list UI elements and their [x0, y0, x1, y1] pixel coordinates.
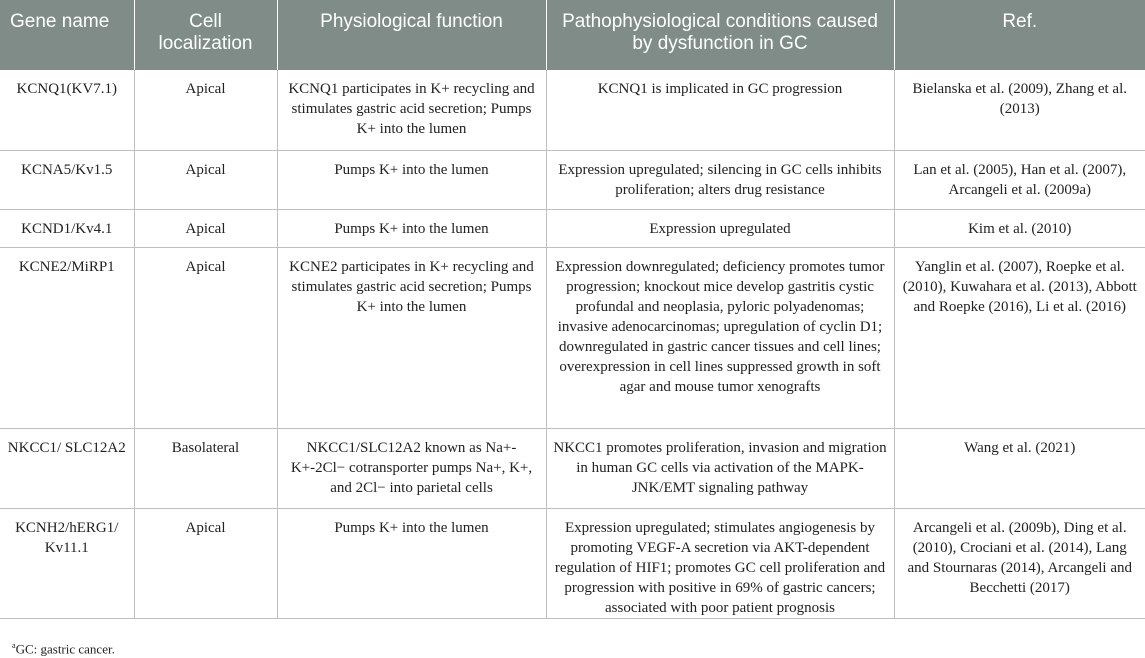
cell-physiological-function: KCNQ1 participates in K+ recycling and stimulates gastric acid secretion; Pumps K+ into the lumen [277, 70, 546, 150]
cell-localization: Apical [134, 150, 277, 209]
footnote-text: GC: gastric cancer. [15, 641, 115, 657]
cell-pathophysiological-conditions: Expression downregulated; deficiency promotes tumor progression; knockout mice develop gastritis cystic profundal and neoplasia, pyloric polyadenomas; invasive adenocarcinomas; upregulation of cyclin D1; downregulated in gastric cancer tissues and cell lines; overexpression in cell lines suppressed growth in soft agar and mouse tumor xenografts [546, 247, 894, 428]
cell-ref: Kim et al. (2010) [894, 209, 1145, 247]
cell-localization: Apical [134, 508, 277, 618]
table-row [0, 150, 1145, 209]
cell-gene-name: KCNA5/Kv1.5 [0, 150, 134, 209]
cell-localization: Apical [134, 70, 277, 150]
table-row [0, 209, 1145, 247]
cell-localization: Apical [134, 209, 277, 247]
cell-localization: Basolateral [134, 428, 277, 508]
cell-pathophysiological-conditions: Expression upregulated; silencing in GC cells inhibits proliferation; alters drug resistance [546, 150, 894, 209]
cell-gene-name: KCND1/Kv4.1 [0, 209, 134, 247]
cell-gene-name: KCNQ1(KV7.1) [0, 70, 134, 150]
table-row [0, 428, 1145, 508]
header-physiological-function: Physiological function [277, 0, 546, 70]
cell-ref: Bielanska et al. (2009), Zhang et al. (2013) [894, 70, 1145, 150]
footnote-marker: a [12, 641, 16, 650]
cell-physiological-function: Pumps K+ into the lumen [277, 150, 546, 209]
cell-pathophysiological-conditions: Expression upregulated [546, 209, 894, 247]
header-ref: Ref. [894, 0, 1145, 70]
header-row [0, 0, 1145, 70]
cell-pathophysiological-conditions: Expression upregulated; stimulates angiogenesis by promoting VEGF-A secretion via AKT-dependent regulation of HIF1; promotes GC cell proliferation and progression with positive in 69% of gastric cancers; associated with poor patient prognosis [546, 508, 894, 618]
cell-gene-name: KCNE2/MiRP1 [0, 247, 134, 428]
cell-physiological-function: KCNE2 participates in K+ recycling and stimulates gastric acid secretion; Pumps K+ into the lumen [277, 247, 546, 428]
cell-pathophysiological-conditions: NKCC1 promotes proliferation, invasion and migration in human GC cells via activation of the MAPK-JNK/EMT signaling pathway [546, 428, 894, 508]
header-cell-localization: Cell localization [134, 0, 277, 70]
table-row [0, 247, 1145, 428]
table-footnote [12, 641, 115, 657]
cell-gene-name: KCNH2/hERG1/ Kv11.1 [0, 508, 134, 618]
table-row [0, 508, 1145, 618]
cell-localization: Apical [134, 247, 277, 428]
cell-physiological-function: Pumps K+ into the lumen [277, 209, 546, 247]
cell-ref: Wang et al. (2021) [894, 428, 1145, 508]
cell-gene-name: NKCC1/ SLC12A2 [0, 428, 134, 508]
cell-physiological-function: NKCC1/SLC12A2 known as Na+-K+-2Cl− cotransporter pumps Na+, K+, and 2Cl− into parietal cells [277, 428, 546, 508]
table-row [0, 70, 1145, 150]
header-pathophysiological-conditions: Pathophysiological conditions caused by dysfunction in GC [546, 0, 894, 70]
cell-ref: Arcangeli et al. (2009b), Ding et al. (2010), Crociani et al. (2014), Lang and Stournaras (2014), Arcangeli and Becchetti (2017) [894, 508, 1145, 618]
cell-pathophysiological-conditions: KCNQ1 is implicated in GC progression [546, 70, 894, 150]
header-gene-name: Gene name [10, 11, 110, 32]
cell-physiological-function: Pumps K+ into the lumen [277, 508, 546, 618]
cell-ref: Lan et al. (2005), Han et al. (2007), Arcangeli et al. (2009a) [894, 150, 1145, 209]
cell-ref: Yanglin et al. (2007), Roepke et al. (2010), Kuwahara et al. (2013), Abbott and Roepke (2016), Li et al. (2016) [894, 247, 1145, 428]
